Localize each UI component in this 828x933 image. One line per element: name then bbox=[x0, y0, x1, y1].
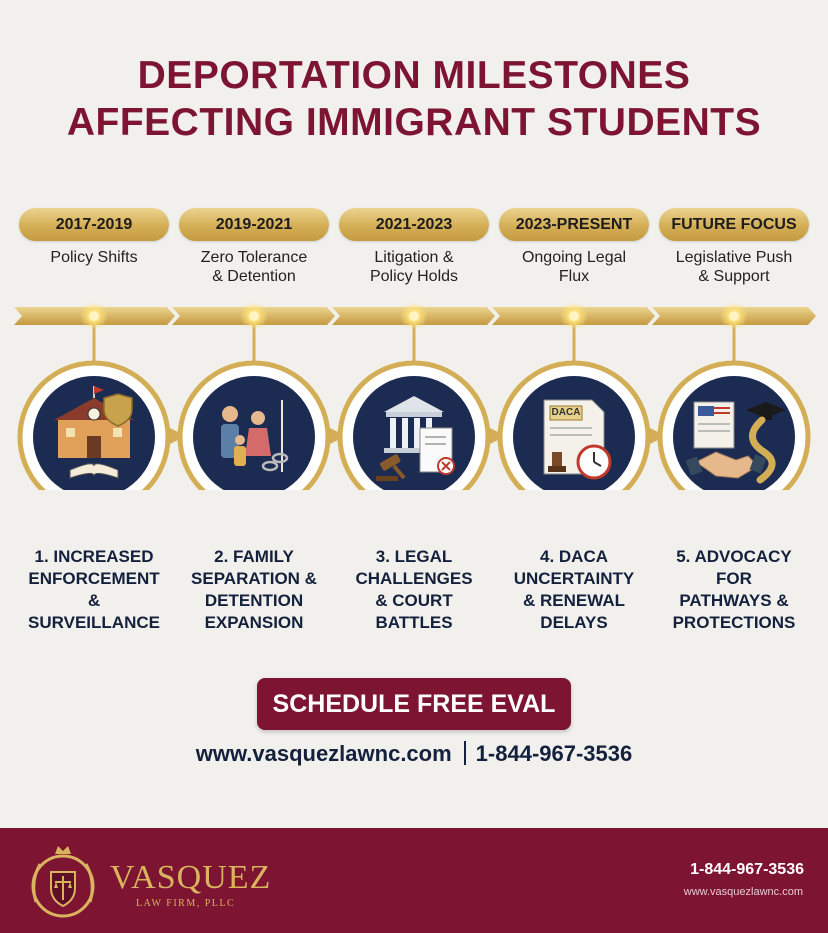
title-line-2: AFFECTING IMMIGRANT STUDENTS bbox=[66, 101, 762, 144]
period-pill: 2017-2019 bbox=[19, 208, 169, 241]
phase-label: Legislative Push & Support bbox=[675, 249, 793, 285]
brand-subtitle: LAW FIRM, PLLC bbox=[136, 898, 236, 909]
period-pill: 2023-PRESENT bbox=[499, 208, 649, 241]
milestone-4 bbox=[494, 208, 654, 638]
contact-line bbox=[0, 737, 828, 771]
phone-link[interactable]: 1-844-967-3536 bbox=[475, 741, 633, 766]
phase-label: Policy Shifts bbox=[50, 249, 138, 266]
phase-label: Zero Tolerance & Detention bbox=[200, 249, 308, 285]
milestone-2 bbox=[174, 208, 334, 638]
milestone-3 bbox=[334, 208, 494, 638]
schedule-eval-button[interactable]: SCHEDULE FREE EVAL bbox=[257, 678, 571, 730]
page-title bbox=[0, 52, 828, 146]
title-line-1: DEPORTATION MILESTONES bbox=[137, 54, 691, 97]
brand-name: VASQUEZ bbox=[110, 859, 272, 896]
divider bbox=[464, 741, 466, 765]
phase-label: Litigation & Policy Holds bbox=[369, 249, 459, 285]
milestone-5 bbox=[654, 208, 814, 638]
milestone-title: 2. FAMILY SEPARATION & DETENTION EXPANSION bbox=[191, 547, 317, 632]
footer bbox=[0, 828, 828, 933]
milestone-1 bbox=[14, 208, 174, 638]
milestone-title: 1. INCREASED ENFORCEMENT & SURVEILLANCE bbox=[28, 547, 160, 632]
period-pill: 2019-2021 bbox=[179, 208, 329, 241]
period-pill: FUTURE FOCUS bbox=[659, 208, 809, 241]
law-firm-crest-icon bbox=[22, 842, 104, 924]
milestone-title: 3. LEGAL CHALLENGES & COURT BATTLES bbox=[355, 547, 473, 632]
daca-label: DACA bbox=[551, 407, 581, 418]
period-pill: 2021-2023 bbox=[339, 208, 489, 241]
footer-website[interactable]: www.vasquezlawnc.com bbox=[683, 886, 803, 898]
website-link[interactable]: www.vasquezlawnc.com bbox=[195, 741, 452, 766]
milestone-title: 5. ADVOCACY FOR PATHWAYS & PROTECTIONS bbox=[672, 547, 796, 632]
phase-label: Ongoing Legal Flux bbox=[521, 249, 627, 285]
milestone-title: 4. DACA UNCERTAINTY & RENEWAL DELAYS bbox=[513, 547, 635, 632]
footer-phone[interactable]: 1-844-967-3536 bbox=[690, 861, 804, 878]
